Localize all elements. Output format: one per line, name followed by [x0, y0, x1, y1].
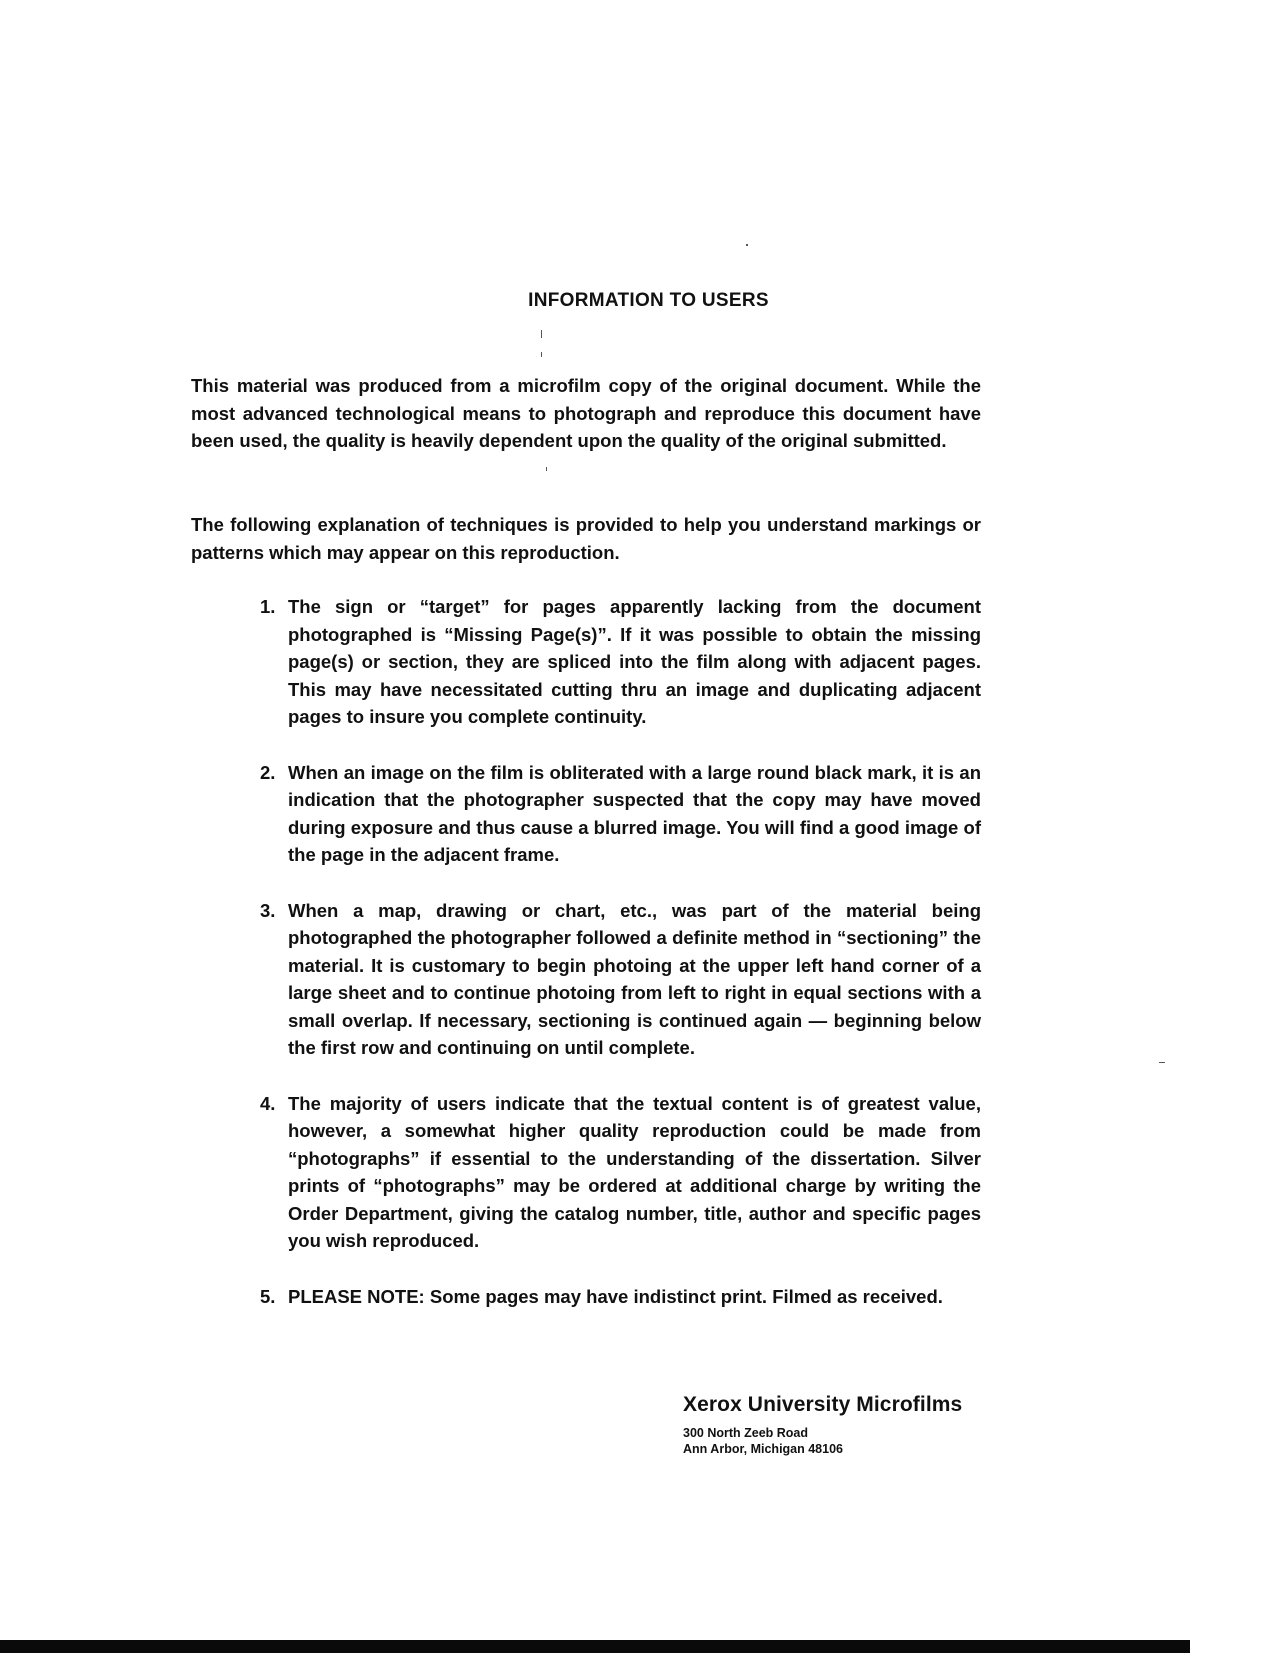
scan-speck [541, 352, 542, 357]
list-item-number: 4. [260, 1092, 276, 1114]
scan-speck [746, 244, 748, 246]
intro-paragraph-1: This material was produced from a microfilm copy of the original document. While the most advanced technological means to photograph and reproduce this document have been used, the quality is heavily dependent upon the quality of the original submitted. [191, 375, 981, 451]
film-edge-bar [0, 1640, 1190, 1653]
list-item-text: When an image on the film is obliterated with a large round black mark, it is an indication that the photographer suspected that the copy may have moved during exposure and thus cause a blurred image. You will find a good image of the page in the adjacent frame. [288, 761, 981, 865]
list-item-number: 2. [260, 761, 276, 783]
scan-speck [541, 330, 542, 338]
explanation-list [255, 593, 981, 1310]
list-item [255, 897, 981, 1062]
list-item-text: The sign or “target” for pages apparently lacking from the document photographed is “Missing Page(s)”. If it was possible to obtain the missing page(s) or section, they are spliced into the film along with adjacent pages. This may have necessitated cutting thru an image and duplicating adjacent pages to insure you complete continuity. [288, 596, 981, 727]
list-item-text: PLEASE NOTE: Some pages may have indistinct print. Filmed as received. [288, 1285, 943, 1307]
page-title: INFORMATION TO USERS [528, 290, 769, 311]
list-item [255, 1283, 981, 1311]
list-item-number: 1. [260, 596, 276, 617]
list-item [255, 593, 981, 731]
list-item [255, 759, 981, 869]
list-item-text: The majority of users indicate that the textual content is of greatest value, however, a somewhat higher quality reproduction could be made from “photographs” if essential to the understanding of the dissertation. Silver prints of “photographs” may be ordered at additional charge by writing the Order Department, giving the catalog number, title, author and specific pages you wish reproduced. [288, 1092, 981, 1251]
list-item-number: 3. [260, 899, 276, 921]
list-item-number: 5. [260, 1285, 276, 1307]
list-item-text: When a map, drawing or chart, etc., was part of the material being photographed the photographer followed a definite method in “sectioning” the material. It is customary to begin photoing at the upper left hand corner of a large sheet and to continue photoing from left to right in equal sections with a small overlap. If necessary, sectioning is continued again — beginning below the first row and continuing on until complete. [288, 899, 981, 1058]
scan-speck [546, 467, 547, 471]
publisher-address-street: 300 North Zeeb Road [683, 1426, 809, 1440]
publisher-name: Xerox University Microfilms [683, 1393, 963, 1416]
list-item [255, 1090, 981, 1255]
intro-paragraph-2: The following explanation of techniques is provided to help you understand markings or patterns which may appear on this reproduction. [191, 514, 981, 563]
publisher-address-city: Ann Arbor, Michigan 48106 [683, 1442, 843, 1456]
scan-speck [1159, 1062, 1165, 1063]
publisher-block [683, 1393, 962, 1457]
